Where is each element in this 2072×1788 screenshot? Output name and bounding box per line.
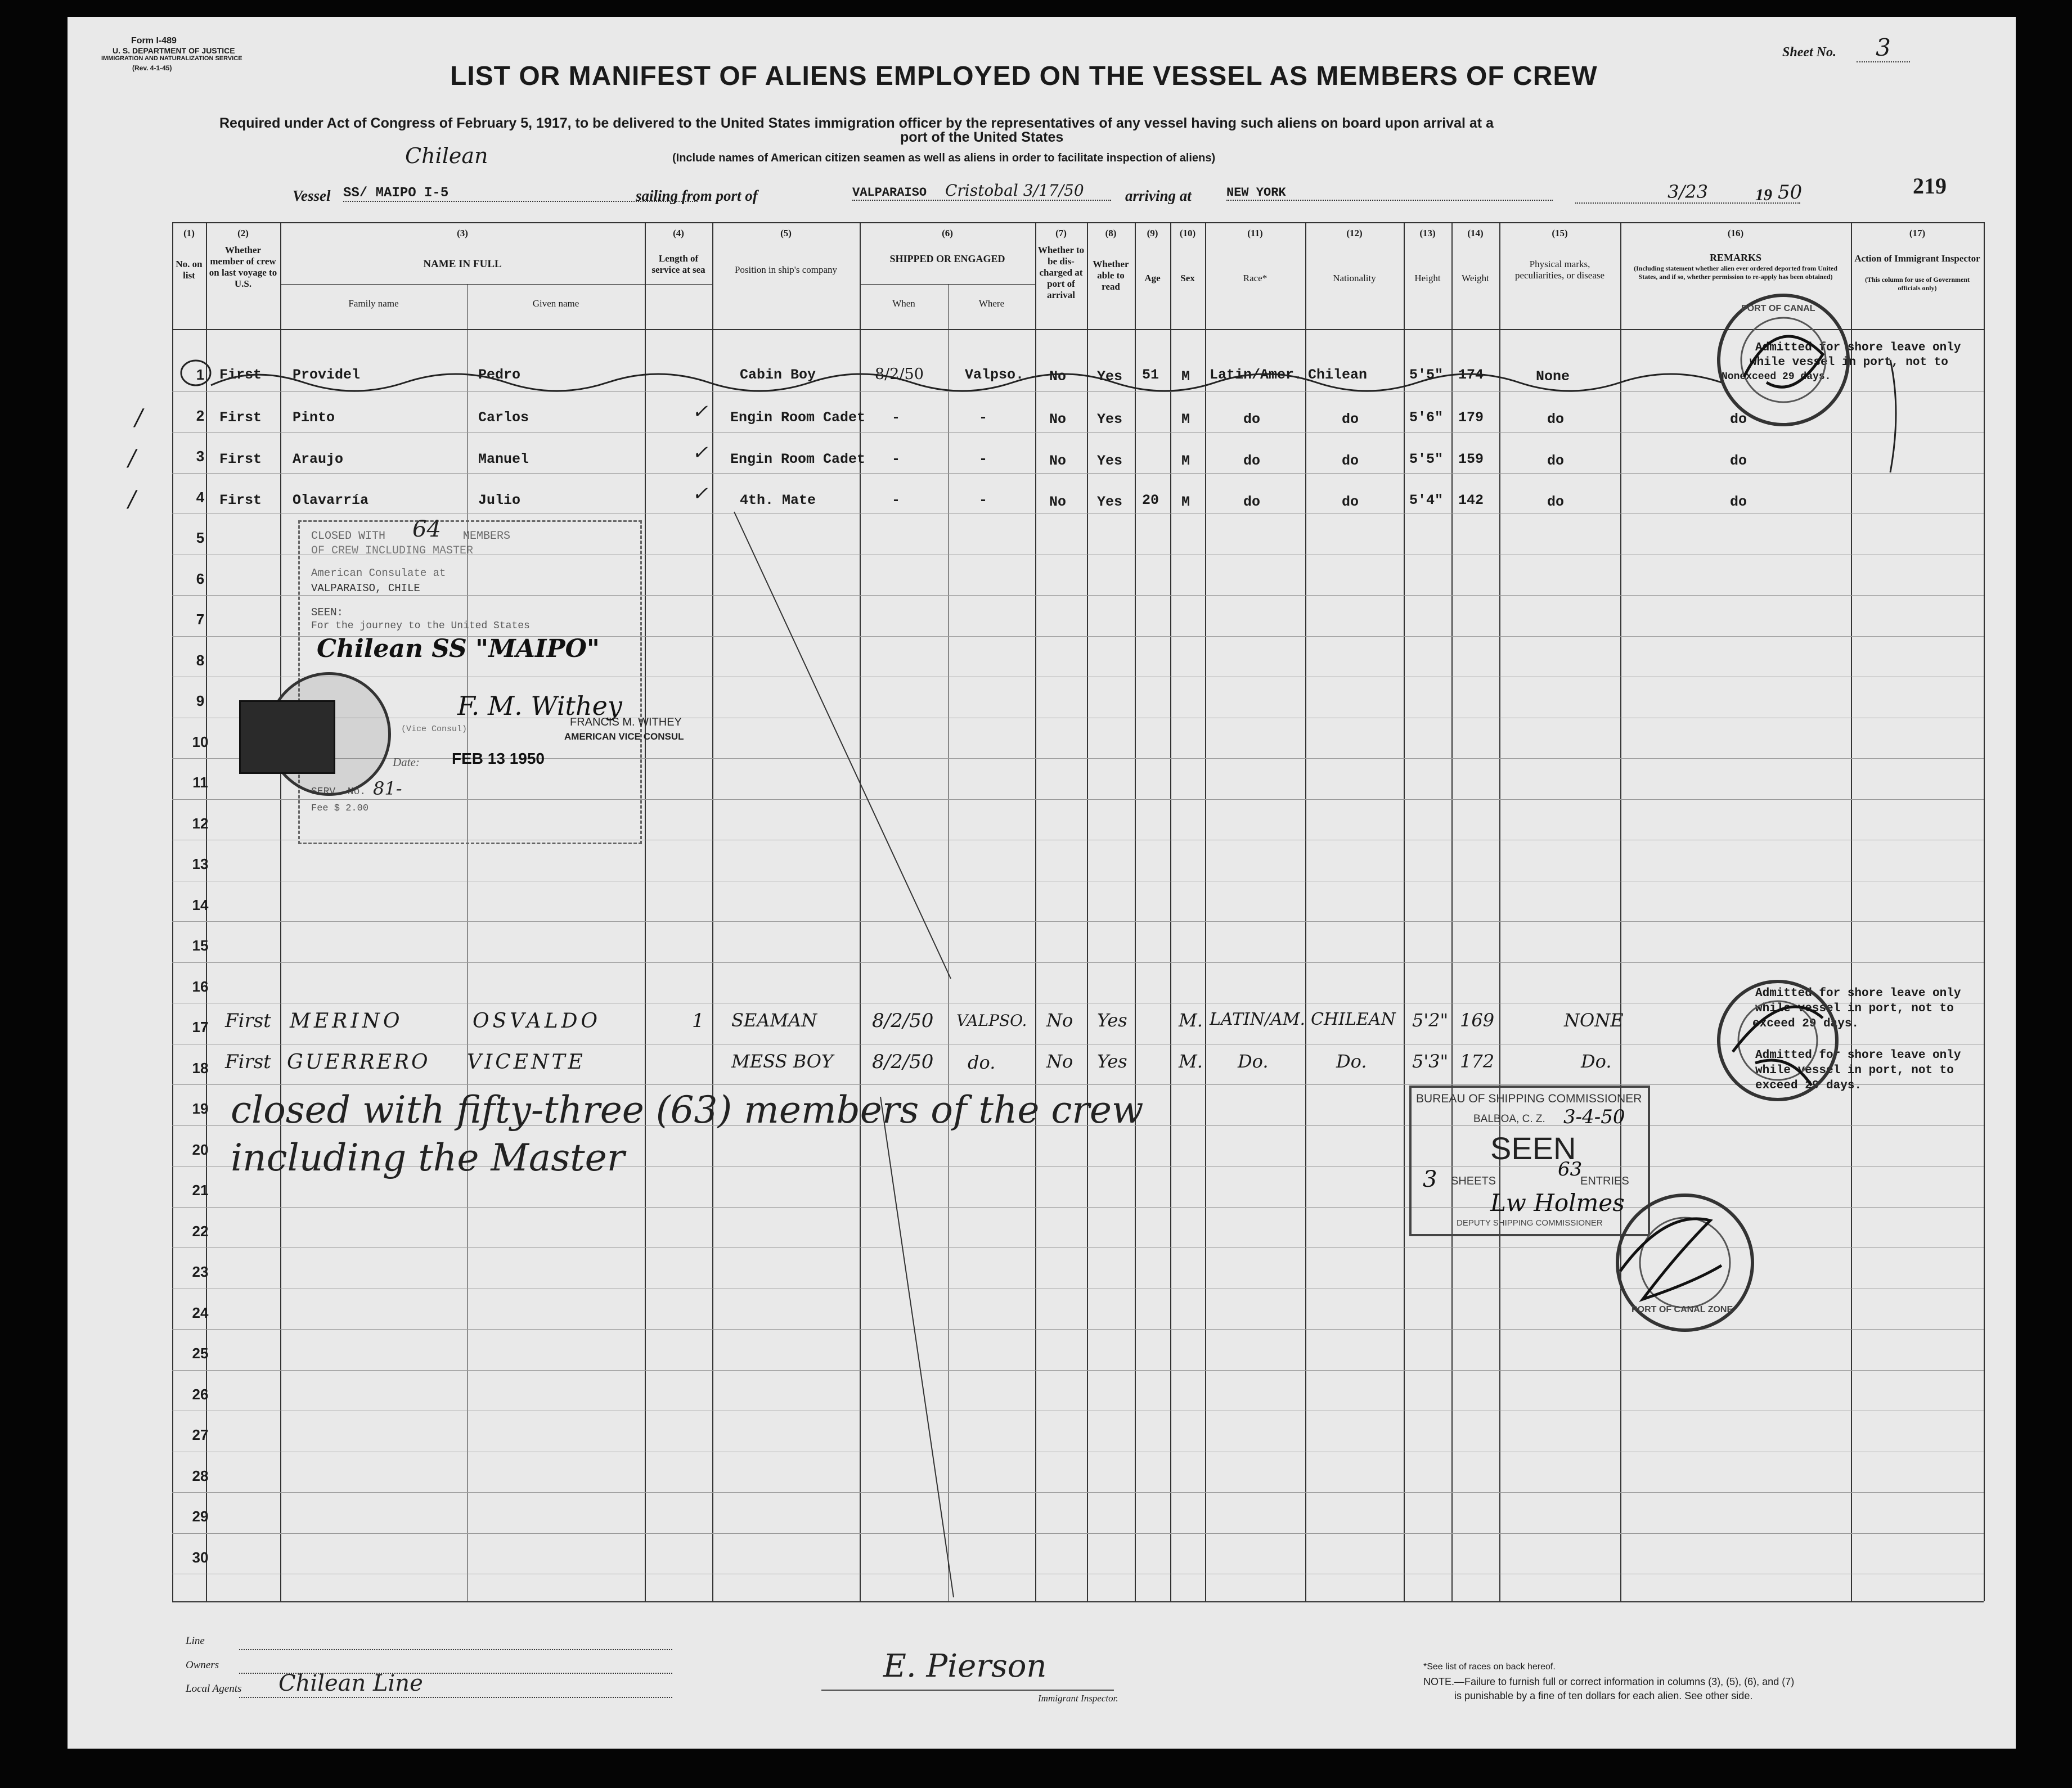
voyage-cell: First	[225, 1010, 271, 1032]
when-cell: 8/2/50	[872, 1051, 934, 1073]
remark-shore-leave-1: Admitted for shore leave only	[1755, 341, 1961, 354]
stamp-seen: SEEN:	[311, 606, 344, 619]
position-cell: Engin Room Cadet	[730, 409, 866, 426]
row-number: 12	[192, 814, 209, 832]
nationality-cell: do	[1342, 411, 1359, 427]
row-number: 7	[196, 611, 205, 628]
nationality-cell: do	[1342, 494, 1359, 510]
where-cell: do.	[968, 1052, 996, 1073]
family-name-cell: GUERRERO	[287, 1051, 430, 1074]
service-cell: 1	[692, 1010, 704, 1032]
sex-cell: M	[1181, 494, 1190, 510]
row-number: 22	[192, 1222, 209, 1240]
row-number: 29	[192, 1508, 209, 1525]
footer-owners-label: Owners	[186, 1659, 219, 1671]
read-cell: Yes	[1097, 1010, 1127, 1031]
family-name-cell: Olavarría	[293, 492, 369, 508]
col16-num: (16)	[1727, 228, 1744, 238]
row-number: 17	[192, 1019, 209, 1035]
discharged-cell: No	[1049, 453, 1067, 469]
row-number: 16	[192, 978, 209, 995]
given-name-cell: Carlos	[478, 409, 529, 426]
remark-shore-leave-5: exceed 29 days.	[1752, 1017, 1859, 1030]
stamp-journey: For the journey to the United States	[311, 620, 530, 632]
col17-note: (This column for use of Government officials only)	[1864, 276, 1970, 292]
voyage-cell: First	[219, 367, 262, 383]
discharged-cell: No	[1049, 368, 1067, 385]
inspector-signature: E. Pierson	[883, 1648, 1047, 1685]
row-number: 28	[192, 1467, 209, 1484]
margin-tick: /	[128, 445, 136, 471]
footer-note-3: is punishable by a fine of ten dollars for each alien. See other side.	[1454, 1690, 1753, 1701]
weight-cell: 142	[1458, 492, 1484, 508]
height-cell: 5'5"	[1409, 367, 1444, 383]
col7-header: Whether to be dis-charged at port of arrival	[1037, 245, 1085, 300]
stamp-consulate: American Consulate at	[311, 567, 446, 579]
sex-cell: M	[1181, 368, 1190, 385]
department: U. S. DEPARTMENT OF JUSTICE	[113, 46, 235, 55]
col3-num: (3)	[457, 228, 468, 238]
race-cell: LATIN/AM.	[1210, 1010, 1306, 1029]
year-prefix: 19	[1755, 186, 1772, 204]
nationality-cell: CHILEAN	[1311, 1010, 1396, 1029]
read-cell: Yes	[1097, 494, 1123, 510]
when-cell: -	[892, 451, 901, 467]
weight-cell: 174	[1458, 367, 1484, 383]
read-cell: Yes	[1097, 453, 1123, 469]
col3a-header: Family name	[348, 298, 399, 309]
row-number: 15	[192, 937, 209, 954]
stamp-date: FEB 13 1950	[452, 750, 545, 767]
manifest-sheet	[68, 17, 2016, 1749]
check-mark: ✓	[692, 483, 708, 505]
family-name-cell: Araujo	[293, 451, 344, 467]
race-cell: do	[1243, 494, 1261, 510]
stamp-date-label: Date:	[393, 755, 420, 769]
age-cell: 51	[1142, 367, 1159, 383]
given-name-cell: Julio	[478, 492, 521, 508]
stamp-crew-incl: OF CREW INCLUDING MASTER	[311, 544, 474, 557]
row-number: 24	[192, 1304, 209, 1321]
stamp-serv-no: SERV. No.	[311, 786, 366, 798]
col12-header: Nationality	[1333, 273, 1376, 283]
row-number: 27	[192, 1426, 209, 1443]
col11-header: Race*	[1243, 273, 1268, 283]
col16-note: (Including statement whether alien ever ordered deported from United States, and if so, whether permission to re-apply has been obtained)	[1634, 264, 1837, 281]
stamp-vice-consul: (Vice Consul)	[401, 724, 468, 734]
col14-num: (14)	[1467, 228, 1484, 238]
col15-num: (15)	[1552, 228, 1568, 238]
marks-cell: Do.	[1581, 1051, 1612, 1072]
col4-header: Length of service at sea	[651, 253, 705, 275]
fee-stamp-icon	[239, 700, 335, 774]
closing-note-line-1: closed with fifty-three (63) members of the crew	[231, 1088, 1144, 1132]
given-name-cell: Manuel	[478, 451, 529, 467]
col5-header: Position in ship's company	[734, 264, 838, 275]
given-name-cell: OSVALDO	[473, 1010, 601, 1033]
canal-port-seal-mid	[1710, 973, 1845, 1108]
col6b-header: Where	[978, 298, 1005, 309]
sex-cell: M.	[1179, 1051, 1203, 1072]
margin-tick: /	[128, 487, 136, 512]
sex-cell: M.	[1179, 1010, 1203, 1031]
family-name-cell: Providel	[293, 367, 361, 383]
position-cell: 4th. Mate	[740, 492, 816, 508]
sailing-note: Cristobal 3/17/50	[945, 181, 1084, 200]
col6a-header: When	[892, 298, 915, 309]
col11-num: (11)	[1247, 228, 1263, 238]
check-mark: ✓	[692, 442, 708, 464]
arriving-port: NEW YORK	[1226, 186, 1553, 201]
col1-header: No. on list	[176, 259, 203, 281]
marks-cell: do	[1547, 411, 1565, 427]
footer-agents-value: Chilean Line	[278, 1670, 423, 1696]
marks-cell: do	[1547, 453, 1565, 469]
remark-shore-leave-8: exceed 29 days.	[1755, 1079, 1862, 1092]
voyage-cell: First	[225, 1051, 271, 1073]
vessel-note: Chilean	[405, 143, 488, 168]
row-number: 21	[192, 1182, 209, 1199]
seal-top-label: PORT OF CANAL	[1741, 304, 1815, 313]
height-cell: 5'5"	[1409, 451, 1444, 467]
bureau-sheets-num: 3	[1423, 1167, 1437, 1192]
stamp-vessel: Chilean SS "MAIPO"	[317, 634, 600, 663]
remark-shore-leave-6: Admitted for shore leave only	[1755, 1049, 1961, 1062]
subtitle-line-1: Required under Act of Congress of February 5, 1917, to be delivered to the United States immigration officer by the representatives of any vessel having such aliens on board upon arrival at a	[219, 115, 1494, 131]
weight-cell: 179	[1458, 409, 1484, 426]
bureau-entries-num: 63	[1558, 1158, 1583, 1181]
row-number: 18	[192, 1059, 209, 1077]
col6-num: (6)	[942, 228, 953, 238]
age-cell: 20	[1142, 492, 1159, 508]
col7-num: (7)	[1055, 228, 1067, 238]
col9-header: Age	[1144, 273, 1161, 283]
when-cell: 8/2/50	[872, 1010, 934, 1032]
row-number: 4	[196, 488, 205, 506]
page-number: 219	[1913, 173, 1947, 199]
marks-cell: do	[1547, 494, 1565, 510]
height-cell: 5'4"	[1409, 492, 1444, 508]
stamp-closed-with: CLOSED WITH	[311, 530, 386, 543]
height-cell: 5'2"	[1412, 1010, 1449, 1031]
race-cell: Do.	[1238, 1051, 1269, 1072]
weight-cell: 172	[1460, 1051, 1495, 1072]
form-number: Form I-489	[131, 36, 177, 46]
row-number: 23	[192, 1263, 209, 1280]
position-cell: SEAMAN	[731, 1010, 817, 1031]
consul-title: AMERICAN VICE CONSUL	[564, 731, 684, 742]
col16-header: REMARKS	[1709, 252, 1761, 263]
col17-header: Action of Immigrant Inspector	[1854, 253, 1980, 264]
race-cell: do	[1243, 453, 1261, 469]
discharged-cell: No	[1049, 494, 1067, 510]
col9-num: (9)	[1147, 228, 1158, 238]
margin-tick: /	[135, 405, 143, 431]
row-number: 1	[196, 366, 205, 383]
read-cell: Yes	[1097, 368, 1123, 385]
arrival-date: 3/23	[1575, 181, 1800, 204]
nationality-cell: do	[1342, 453, 1359, 469]
when-cell: -	[892, 492, 901, 508]
row-number: 19	[192, 1100, 209, 1117]
bureau-signature: Lw Holmes	[1490, 1189, 1625, 1217]
bureau-location: BALBOA, C. Z.	[1473, 1113, 1545, 1125]
row-number: 5	[196, 529, 205, 546]
footer-agents-blank	[239, 1696, 672, 1698]
where-cell: VALPSO.	[956, 1011, 1027, 1030]
remark-shore-leave-3: Admitted for shore leave only	[1755, 987, 1961, 1000]
footer-agents-label: Local Agents	[186, 1683, 242, 1695]
footer-line-blank	[239, 1648, 672, 1650]
discharged-cell: No	[1049, 411, 1067, 427]
family-name-cell: Pinto	[293, 409, 335, 426]
footer-note-1: *See list of races on back hereof.	[1423, 1662, 1556, 1672]
col13-num: (13)	[1419, 228, 1436, 238]
col15-header: Physical marks, peculiarities, or disease	[1514, 259, 1605, 281]
row-number: 25	[192, 1345, 209, 1362]
weight-cell: 159	[1458, 451, 1484, 467]
row-number: 13	[192, 855, 209, 872]
seal-bottom-label: PORT OF CANAL ZONE	[1631, 1305, 1733, 1314]
row-number: 26	[192, 1385, 209, 1403]
bureau-deputy: DEPUTY SHIPPING COMMISSIONER	[1457, 1218, 1603, 1228]
remark-shore-leave-7: while vessel in port, not to	[1755, 1064, 1954, 1077]
bureau-title: BUREAU OF SHIPPING COMMISSIONER	[1416, 1092, 1642, 1105]
col2-header: Whether member of crew on last voyage to U.S.	[209, 245, 277, 289]
given-name-cell: Pedro	[478, 367, 521, 383]
sex-cell: M	[1181, 411, 1190, 427]
col3b-header: Given name	[532, 298, 579, 309]
col14-header: Weight	[1462, 273, 1489, 283]
service: IMMIGRATION AND NATURALIZATION SERVICE	[101, 55, 242, 62]
nationality-cell: Chilean	[1308, 367, 1368, 383]
row-number: 9	[196, 692, 205, 709]
stamp-fee: Fee $ 2.00	[311, 803, 369, 814]
col13-header: Height	[1414, 273, 1441, 283]
row-number: 20	[192, 1141, 209, 1158]
bureau-entries-label: ENTRIES	[1580, 1175, 1629, 1187]
subtitle-line-3: (Include names of American citizen seamen as well as aliens in order to facilitate inspection of aliens)	[672, 152, 1216, 164]
remark-shore-leave-4: while vessel in port, not to	[1755, 1002, 1954, 1015]
given-name-cell: VICENTE	[467, 1051, 586, 1074]
row-number: 2	[196, 407, 205, 424]
check-mark: ✓	[692, 400, 708, 423]
arriving-label: arriving at	[1125, 187, 1192, 204]
footer-note-2: NOTE.—Failure to furnish full or correct information in columns (3), (5), (6), and (7)	[1423, 1676, 1795, 1687]
when-cell: -	[892, 409, 901, 426]
col4-num: (4)	[673, 228, 684, 238]
where-cell: Valpso.	[965, 367, 1024, 383]
col17-num: (17)	[1909, 228, 1926, 238]
col10-header: Sex	[1180, 273, 1195, 283]
where-cell: -	[979, 451, 988, 467]
sheet-label: Sheet No.	[1782, 45, 1836, 60]
col3-header: NAME IN FULL	[423, 258, 502, 270]
row-number: 14	[192, 896, 209, 913]
consul-name: FRANCIS M. WITHEY	[570, 716, 682, 728]
bureau-date: 3-4-50	[1563, 1106, 1625, 1128]
page-title: LIST OR MANIFEST OF ALIENS EMPLOYED ON THE VESSEL AS MEMBERS OF CREW	[450, 61, 1598, 91]
bureau-seen: SEEN	[1490, 1131, 1576, 1166]
row-number: 3	[196, 448, 205, 465]
year-suffix: 50	[1778, 181, 1803, 204]
family-name-cell: MERINO	[290, 1010, 403, 1033]
row-number: 8	[196, 651, 205, 669]
bureau-sheets-label: SHEETS	[1451, 1175, 1496, 1187]
vessel-label: Vessel	[293, 187, 331, 204]
weight-cell: 169	[1460, 1010, 1495, 1031]
col12-num: (12)	[1346, 228, 1363, 238]
remarks-cell: do	[1730, 494, 1747, 510]
height-cell: 5'3"	[1412, 1051, 1449, 1072]
stamp-crew-count: 64	[412, 516, 441, 542]
consul-signature: F. M. Withey	[457, 691, 622, 721]
remarks-cell: do	[1730, 411, 1747, 427]
vessel-name: SS/ MAIPO I-5	[343, 186, 698, 202]
row-number: 30	[192, 1548, 209, 1566]
col1-num: (1)	[183, 228, 195, 238]
position-cell: MESS BOY	[731, 1051, 834, 1072]
height-cell: 5'6"	[1409, 409, 1444, 426]
discharged-cell: No	[1046, 1010, 1073, 1031]
sailing-port: VALPARAISO	[852, 186, 1111, 201]
remark-shore-leave-2: while vessel in port, not to	[1750, 356, 1948, 369]
row-number: 10	[192, 733, 209, 750]
remarks-cell: do	[1730, 453, 1747, 469]
discharged-cell: No	[1046, 1051, 1073, 1072]
closing-note-line-2: including the Master	[231, 1136, 625, 1179]
voyage-cell: First	[219, 409, 262, 426]
inspector-blank	[821, 1688, 1114, 1691]
col10-num: (10)	[1179, 228, 1196, 238]
footer-line-label: Line	[186, 1635, 205, 1647]
nationality-cell: Do.	[1336, 1051, 1367, 1072]
col8-header: Whether able to read	[1093, 259, 1129, 292]
col5-num: (5)	[780, 228, 792, 238]
where-cell: -	[979, 492, 988, 508]
remarks-cell: Nonexceed 29 days.	[1722, 371, 1831, 382]
sailing-label: sailing from port of	[636, 187, 758, 204]
race-cell: do	[1243, 411, 1261, 427]
position-cell: Cabin Boy	[740, 367, 816, 383]
stamp-members: MEMBERS	[463, 530, 511, 543]
when-cell: 8/2/50	[875, 366, 924, 383]
stamp-city: VALPARAISO, CHILE	[311, 582, 420, 595]
read-cell: Yes	[1097, 1051, 1127, 1072]
canal-zone-seal	[1609, 1187, 1761, 1339]
where-cell: -	[979, 409, 988, 426]
read-cell: Yes	[1097, 411, 1123, 427]
marks-cell: None	[1536, 368, 1570, 385]
race-cell: Latin/Amer.	[1210, 367, 1303, 383]
col2-num: (2)	[237, 228, 249, 238]
inspector-label: Immigrant Inspector.	[1038, 1693, 1118, 1704]
revision: (Rev. 4-1-45)	[132, 64, 172, 72]
row-number: 11	[192, 774, 208, 791]
sex-cell: M	[1181, 453, 1190, 469]
marks-cell: NONE	[1564, 1010, 1624, 1031]
subtitle-line-2: port of the United States	[900, 129, 1064, 145]
voyage-cell: First	[219, 492, 262, 508]
col8-num: (8)	[1105, 228, 1117, 238]
row-number: 6	[196, 570, 205, 587]
col6-header: SHIPPED OR ENGAGED	[889, 253, 1005, 264]
pen-marks	[68, 17, 2016, 1749]
position-cell: Engin Room Cadet	[730, 451, 866, 467]
sheet-number: 3	[1857, 34, 1910, 62]
voyage-cell: First	[219, 451, 262, 467]
stamp-serv-value: 81-	[373, 778, 402, 799]
